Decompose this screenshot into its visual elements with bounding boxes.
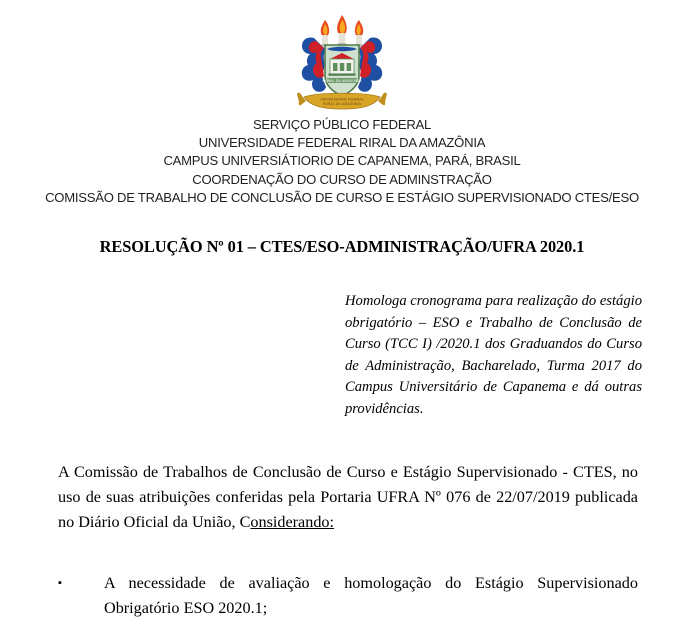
header-line-comissao: COMISSÃO DE TRABALHO DE CONCLUSÃO DE CURSO E ESTÁGIO SUPERVISIONADO CTES/ESO [45,189,639,205]
considerandos-list [58,571,638,621]
preamble-paragraph [58,460,638,535]
ufra-coat-of-arms-icon [294,12,390,110]
svg-text:UNIVERSIDADE FEDERAL: UNIVERSIDADE FEDERAL [320,97,364,102]
institutional-header [0,116,684,207]
header-line-universidade: UNIVERSIDADE FEDERAL RIRAL DA AMAZÔNIA [198,135,486,151]
resolution-title: RESOLUÇÃO Nº 01 – CTES/ESO-ADMINISTRAÇÃO/UFRA 2020.1 [99,237,585,257]
crest-container [0,0,684,110]
header-line-coordenacao: COORDENAÇÃO DO CURSO DE ADMINSTRAÇÃO [192,171,492,187]
preamble-underlined-considerando: onsiderando: [250,513,335,532]
preamble-text: A Comissão de Trabalhos de Conclusão de Curso e Estágio Supervisionado - CTES, no uso de suas atribuições conferidas pela Portaria UFRA Nº 076 de 22/07/2019 publicada no Diário Oficial da União, C [58,463,638,532]
document-body [58,460,638,621]
list-item-label: A necessidade de avaliação e homologação do Estágio Supervisionado Obrigatório ESO 2020.1; [104,574,638,618]
svg-text:RURAL DA AMAZONIA: RURAL DA AMAZONIA [322,79,362,84]
header-line-servico-publico: SERVIÇO PÚBLICO FEDERAL [252,117,432,132]
svg-text:RURAL DA AMAZONIA: RURAL DA AMAZONIA [323,102,361,107]
list-item [58,571,638,621]
ementa-block: Homologa cronograma para realização do estágio obrigatório – ESO e Trabalho de Conclusão de Curso (TCC I) /2020.1 dos Graduandos do Curso de Administração, Bacharelado, Turma 2017 do Campus Universitário de Capanema e dá outras providências. [345,293,642,417]
square-bullet-icon: ▪ [58,577,62,590]
header-line-campus: CAMPUS UNIVERSIÁTIORIO DE CAPANEMA, PARÁ, BRASIL [163,153,521,169]
